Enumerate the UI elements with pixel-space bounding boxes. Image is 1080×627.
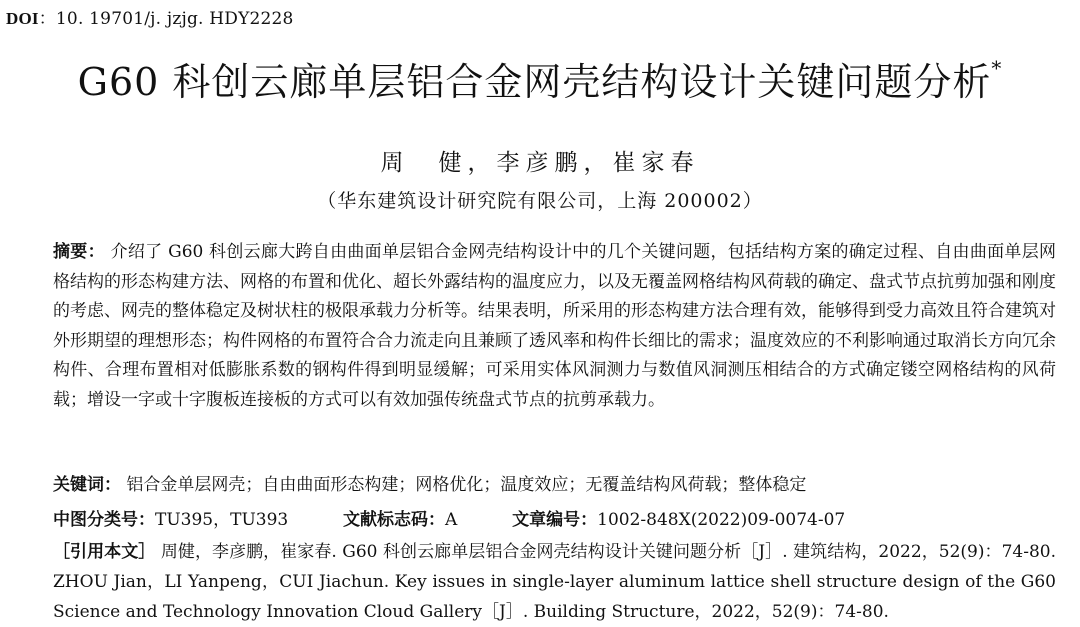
authors: 周 健，李彦鹏，崔家春: [380, 150, 700, 176]
clc-label: 中图分类号：: [53, 510, 155, 530]
keywords-label: 关键词：: [53, 475, 121, 495]
doi-line: [6, 4, 294, 29]
keywords-text: 铝合金单层网壳；自由曲面形态构建；网格优化；温度效应；无覆盖结构风荷载；整体稳定: [126, 475, 807, 495]
doi-value: ：10. 19701/j. jzjg. HDY2228: [38, 9, 294, 29]
abstract-label: 摘要：: [53, 242, 105, 262]
clc-value: TU395，TU393: [155, 510, 289, 530]
article-number-value: 1002-848X(2022)09-0074-07: [597, 510, 846, 530]
paper-title-text: G60 科创云廊单层铝合金网壳结构设计关键问题分析: [77, 60, 992, 104]
keywords: [53, 470, 806, 495]
doi-label: DOI: [6, 9, 39, 28]
doc-code-value: A: [445, 510, 458, 530]
abstract-text: 介绍了 G60 科创云廊大跨自由曲面单层铝合金网壳结构设计中的几个关键问题，包括结构方案的确定过程、自由曲面单层网格结构的形态构建方法、网格的布置和优化、超长外露结构的温度应力，以及无覆盖网格结构风荷载的确定、盘式节点抗剪加强和刚度的考虑、网壳的整体稳定及树状柱的极限承载力分析等。结果表明，所采用的形态构建方法合理有效，能够得到受力高效且符合建筑对外形期望的理想形态；构件网格的布置符合合力流走向且兼顾了透风率和构件长细比的需求；温度效应的不利影响通过取消长方向冗余构件、合理布置相对低膨胀系数的钢构件得到明显缓解；可采用实体风洞测力与数值风洞测压相结合的方式确定镂空网格结构的风荷载；增设一字或十字腹板连接板的方式可以有效加强传统盘式节点的抗剪承载力。: [53, 242, 1056, 410]
affiliation: （华东建筑设计研究院有限公司，上海 200002）: [317, 190, 763, 212]
doc-code-label: 文献标志码：: [343, 510, 446, 530]
citation: [53, 537, 1056, 627]
classification-line: [53, 505, 845, 530]
paper-title: [0, 56, 1080, 104]
title-footnote-mark: *: [991, 56, 1003, 81]
abstract: [53, 238, 1056, 415]
citation-text: 周健，李彦鹏，崔家春. G60 科创云廊单层铝合金网壳结构设计关键问题分析［J］. 建筑结构，2022，52(9)：74-80. ZHOU Jian，LI Yanpeng，CUI Jiachun. Key issues in single-layer aluminum lattice shell structure design of the G60 Science and Technology Innovation Cloud Gallery［J］. Building Structure，2022，52(9)：74-80.: [53, 542, 1056, 622]
article-number-label: 文章编号：: [512, 510, 598, 530]
citation-label: ［引用本文］: [53, 542, 156, 562]
